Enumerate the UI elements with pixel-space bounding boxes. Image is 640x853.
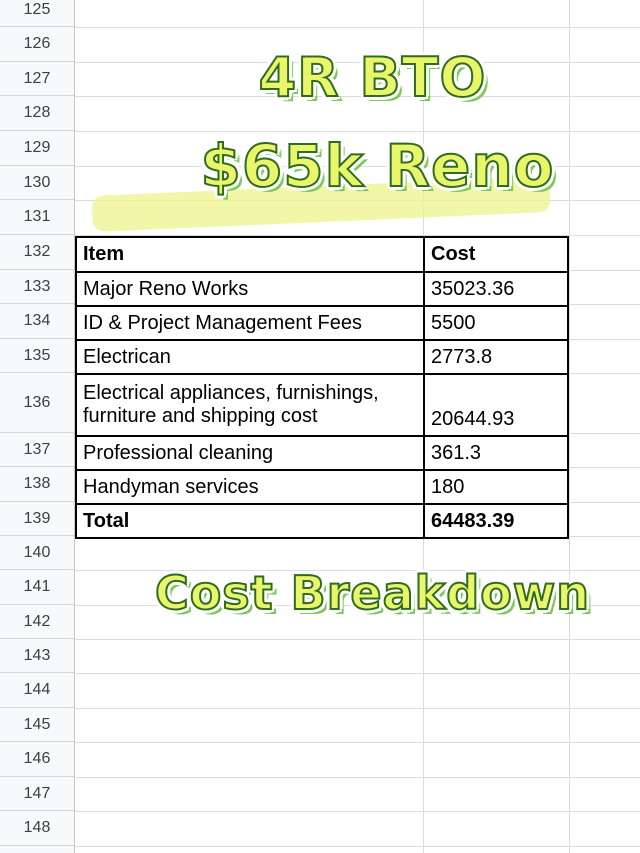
cell-item[interactable]: Professional cleaning — [76, 436, 424, 470]
table-row — [76, 306, 568, 340]
row-header[interactable]: 141 — [0, 570, 74, 605]
row-header[interactable]: 142 — [0, 605, 74, 639]
row-header[interactable]: 148 — [0, 811, 74, 846]
total-row — [76, 504, 568, 538]
row-header[interactable]: 139 — [0, 502, 74, 536]
cell-item[interactable]: Major Reno Works — [76, 272, 424, 306]
header-item[interactable]: Item — [76, 237, 424, 272]
title-line-2: $65k Reno — [200, 132, 555, 200]
cell-item[interactable]: Handyman services — [76, 470, 424, 504]
row-header[interactable]: 140 — [0, 536, 74, 570]
total-label[interactable]: Total — [76, 504, 424, 538]
cell-cost[interactable]: 2773.8 — [424, 340, 568, 374]
row-header[interactable]: 128 — [0, 96, 74, 131]
row-header[interactable]: 125 — [0, 0, 74, 27]
table-row — [76, 470, 568, 504]
row-header[interactable]: 130 — [0, 166, 74, 200]
row-header[interactable]: 131 — [0, 200, 74, 235]
table-row — [76, 272, 568, 306]
row-header[interactable]: 135 — [0, 339, 74, 373]
row-gridline — [75, 708, 640, 709]
row-gridline — [75, 639, 640, 640]
row-gridline — [75, 742, 640, 743]
title-line-1: 4R BTO — [258, 46, 487, 109]
table-row — [76, 340, 568, 374]
cell-item[interactable]: Electrican — [76, 340, 424, 374]
row-header[interactable]: 134 — [0, 304, 74, 339]
cell-cost[interactable]: 180 — [424, 470, 568, 504]
row-header[interactable]: 126 — [0, 27, 74, 62]
row-header[interactable]: 143 — [0, 639, 74, 673]
subtitle: Cost Breakdown — [154, 566, 591, 620]
row-header[interactable]: 146 — [0, 742, 74, 777]
row-gridline — [75, 673, 640, 674]
row-header-column — [0, 0, 75, 853]
row-header[interactable]: 137 — [0, 433, 74, 467]
row-header[interactable]: 133 — [0, 270, 74, 304]
row-header[interactable]: 136 — [0, 373, 74, 433]
cell-cost[interactable]: 361.3 — [424, 436, 568, 470]
row-header[interactable]: 129 — [0, 131, 74, 166]
table-header-row — [76, 237, 568, 272]
row-header[interactable]: 145 — [0, 708, 74, 742]
row-header[interactable]: 127 — [0, 62, 74, 96]
row-header[interactable]: 147 — [0, 777, 74, 811]
column-gridline — [569, 0, 570, 853]
cell-item[interactable]: Electrical appliances, furnishings, furniture and shipping cost — [76, 374, 424, 436]
row-gridline — [75, 777, 640, 778]
header-cost[interactable]: Cost — [424, 237, 568, 272]
cell-cost[interactable]: 20644.93 — [424, 374, 568, 436]
cell-cost[interactable]: 5500 — [424, 306, 568, 340]
cell-cost[interactable]: 35023.36 — [424, 272, 568, 306]
table-row — [76, 374, 568, 436]
row-gridline — [75, 846, 640, 847]
table-row — [76, 436, 568, 470]
row-header[interactable]: 138 — [0, 467, 74, 502]
row-gridline — [75, 811, 640, 812]
total-value[interactable]: 64483.39 — [424, 504, 568, 538]
cell-item[interactable]: ID & Project Management Fees — [76, 306, 424, 340]
cost-table — [75, 236, 569, 539]
row-header[interactable]: 144 — [0, 673, 74, 708]
row-gridline — [75, 27, 640, 28]
row-header[interactable]: 132 — [0, 235, 74, 270]
